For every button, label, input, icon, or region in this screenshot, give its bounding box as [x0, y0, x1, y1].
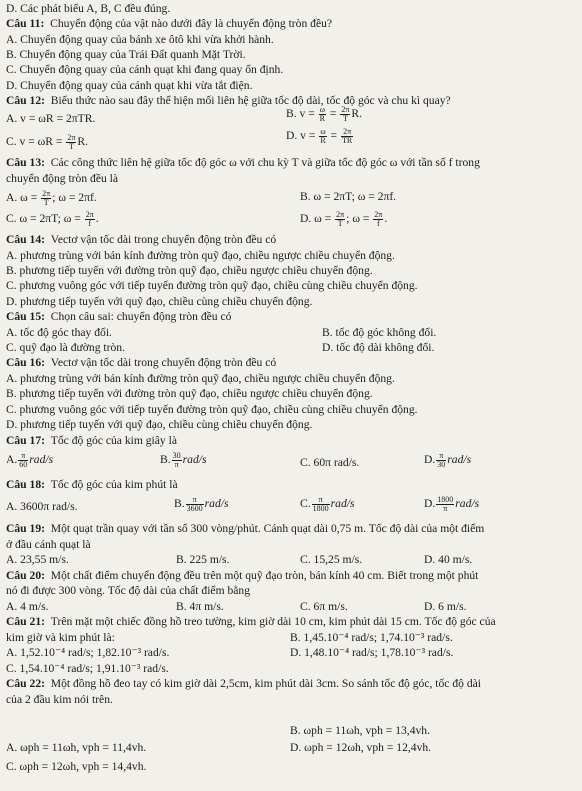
line-text: C. phương vuông góc với tiếp tuyến đường tròn quỹ đạo, chiều cùng chiều chuyển động. [6, 279, 418, 292]
q20-option-b: B. 4π m/s. [176, 600, 224, 613]
line-text: Vectơ vận tốc dài trong chuyển động tròn đều có [50, 233, 277, 246]
question-stem [6, 156, 578, 170]
fraction: $\frac{2\pi}{TR}$ [342, 127, 353, 145]
text-line [6, 403, 578, 417]
question-number: Câu 12: [6, 94, 45, 107]
line-text: D. phương tiếp tuyến với quỹ đạo, chiều cùng chiều chuyển động. [6, 295, 313, 308]
q17-option-a: A. $\frac{\pi}{60}$ rad/s [6, 451, 54, 469]
text-line [6, 372, 578, 386]
question-number: Câu 14: [6, 233, 45, 246]
text-line [6, 693, 578, 707]
q20-option-d: D. 6 m/s. [424, 600, 467, 613]
text-line [6, 172, 578, 186]
question-number: Câu 20: [6, 569, 45, 582]
line-text: Chọn câu sai: chuyển động tròn đều có [50, 310, 232, 323]
q15-option-c: C. quỹ đạo là đường tròn. [6, 341, 126, 354]
q13-option-a: A. ω = $\frac{2\pi}{T}$ ; ω = 2πf. [6, 189, 97, 207]
q15-option-a: A. tốc độ góc thay đổi. [6, 326, 112, 339]
q12-option-d: D. v = $\frac{\omega}{R}$ = $\frac{2\pi}{TR}$ [286, 127, 353, 145]
line-text: A. phương trùng với bán kính đường tròn quỹ đạo, chiều ngược chiều chuyển động. [6, 372, 395, 385]
line-text: B. phương tiếp tuyến với đường tròn quỹ đạo, chiều ngược chiều chuyển động. [6, 264, 373, 277]
q22-option-b: B. ωph = 11ωh, vph = 13,4vh. [290, 724, 430, 737]
q19-option-d: D. 40 m/s. [424, 553, 473, 566]
question-stem [6, 522, 578, 536]
question-number: Câu 22: [6, 677, 45, 690]
fraction: $\frac{2\pi}{f}$ [374, 210, 383, 228]
question-number: Câu 11: [6, 17, 45, 30]
text-line [6, 387, 578, 401]
text-line [6, 249, 578, 263]
question-stem [6, 17, 578, 31]
line-text: chuyển động tròn đều là [6, 172, 119, 185]
question-stem [6, 434, 578, 448]
text-line [6, 79, 578, 93]
line-text: A. Chuyển động quay của bánh xe ôtô khi vừa khởi hành. [6, 33, 274, 46]
fraction: $\frac{\pi}{30}$ [437, 451, 446, 469]
q13-option-c: C. ω = 2πT; ω = $\frac{2\pi}{f}$ . [6, 210, 99, 228]
line-text: Trên mặt một chiếc đồng hồ treo tường, kim giờ dài 10 cm, kim phút dài 15 cm. Tốc độ góc của [50, 615, 496, 628]
fraction: $\frac{\omega}{R}$ [319, 105, 326, 123]
text-line [6, 584, 578, 598]
question-stem [6, 677, 578, 691]
fraction: $\frac{2\pi}{f}$ [85, 210, 94, 228]
question-stem [6, 233, 578, 247]
q20-option-a: A. 4 m/s. [6, 600, 49, 613]
question-stem [6, 615, 578, 629]
line-text: B. phương tiếp tuyến với đường tròn quỹ đạo, chiều ngược chiều chuyển động. [6, 387, 373, 400]
fraction: $\frac{\pi}{1800}$ [312, 495, 329, 513]
q17-option-d: D. $\frac{\pi}{30}$ rad/s [424, 451, 472, 469]
line-text: kim giờ và kim phút là: [6, 631, 115, 644]
line-text: D. Chuyển động quay của cánh quạt khi vừa tắt điện. [6, 79, 253, 92]
q19-option-b: B. 225 m/s. [176, 553, 230, 566]
line-text: Một đồng hồ đeo tay có kim giờ dài 2,5cm, kim phút dài 3cm. So sánh tốc độ góc, tốc độ dài [50, 677, 481, 690]
text-line [6, 279, 578, 293]
q12-option-c: C. v = ωR = $\frac{2\pi}{T}$ R. [6, 133, 89, 151]
q22-option-a: A. ωph = 11ωh, vph = 11,4vh. [6, 741, 147, 754]
text-line [6, 295, 578, 309]
q18-option-d: D. $\frac{1800}{\pi}$ rad/s [424, 495, 480, 513]
line-text: của 2 đầu kim nói trên. [6, 693, 113, 706]
question-number: Câu 15: [6, 310, 45, 323]
fraction: $\frac{2\pi}{T}$ [336, 210, 345, 228]
fraction: $\frac{\omega}{R}$ [320, 127, 326, 145]
q21-option-b: B. 1,45.10⁻⁴ rad/s; 1,74.10⁻³ rad/s. [290, 631, 453, 644]
q19-option-c: C. 15,25 m/s. [300, 553, 363, 566]
line-text: ở đầu cánh quạt là [6, 538, 91, 551]
line-text: Một chất điểm chuyển động đều trên một quỹ đạo tròn, bán kính 40 cm. Biết trong một phút [50, 569, 479, 582]
q15-option-d: D. tốc độ dài không đổi. [322, 341, 435, 354]
q13-option-d: D. ω = $\frac{2\pi}{T}$ ; ω = $\frac{2\pi}{f}$ . [300, 210, 388, 228]
question-number: Câu 13: [6, 156, 45, 169]
line-text: Biểu thức nào sau đây thể hiện mối liên hệ giữa tốc độ dài, tốc độ góc và chu kì quay? [50, 94, 451, 107]
line-text: Chuyển động của vật nào dưới đây là chuyển động tròn đều? [50, 17, 333, 30]
question-number: Câu 16: [6, 356, 45, 369]
text-line [6, 48, 578, 62]
q15-option-b: B. tốc độ góc không đổi. [322, 326, 437, 339]
text-line [6, 538, 578, 552]
line-text: C. Chuyển động quay của cánh quạt khi đang quay ổn định. [6, 63, 284, 76]
question-stem [6, 569, 578, 583]
line-text: D. phương tiếp tuyến với quỹ đạo, chiều cùng chiều chuyển động. [6, 418, 313, 431]
fraction: $\frac{\pi}{3600}$ [186, 495, 203, 513]
line-text: Các công thức liên hệ giữa tốc độ góc ω với chu kỳ T và giữa tốc độ góc ω với tần số f trong [50, 156, 480, 169]
question-stem [6, 478, 578, 492]
fraction: $\frac{2\pi}{T}$ [42, 189, 51, 207]
question-stem [6, 356, 578, 370]
q18-option-b: B. $\frac{\pi}{3600}$ rad/s [174, 495, 229, 513]
line-text: Tốc độ góc của kim giây là [50, 434, 177, 447]
question-number: Câu 19: [6, 522, 45, 535]
line-text: B. Chuyển động quay của Trái Đất quanh Mặt Trời. [6, 48, 246, 61]
line-text: Một quạt trần quay với tần số 300 vòng/phút. Cánh quạt dài 0,75 m. Tốc độ dài của một điểm [50, 522, 485, 535]
question-number: Câu 17: [6, 434, 45, 447]
q13-option-b: B. ω = 2πT; ω = 2πf. [300, 190, 397, 203]
q18-option-c: C. $\frac{\pi}{1800}$ rad/s [300, 495, 355, 513]
fraction: $\frac{\pi}{60}$ [19, 451, 28, 469]
q19-option-a: A. 23,55 m/s. [6, 553, 69, 566]
text-line [6, 264, 578, 278]
text-line [6, 2, 578, 16]
question-stem [6, 310, 578, 324]
text-line [6, 33, 578, 47]
q20-option-c: C. 6π m/s. [300, 600, 348, 613]
q18-option-a: A. 3600π rad/s. [6, 500, 78, 513]
q21-option-d: D. 1,48.10⁻⁴ rad/s; 1,78.10⁻³ rad/s. [290, 646, 454, 659]
line-text: A. phương trùng với bán kính đường tròn quỹ đạo, chiều ngược chiều chuyển động. [6, 249, 395, 262]
fraction: $\frac{2\pi}{T}$ [67, 133, 76, 151]
question-number: Câu 21: [6, 615, 45, 628]
fraction: $\frac{2\pi}{T}$ [341, 105, 350, 123]
line-text: Vectơ vận tốc dài trong chuyển động tròn đều có [50, 356, 277, 369]
q21-option-a: A. 1,52.10⁻⁴ rad/s; 1,82.10⁻³ rad/s. [6, 646, 170, 659]
q12-option-b: B. v = $\frac{\omega}{R}$ = $\frac{2\pi}{T}$ R. [286, 105, 363, 123]
q12-option-a: A. v = ωR = 2πTR. [6, 112, 96, 125]
fraction: $\frac{30}{\pi}$ [172, 451, 181, 469]
text-line [6, 418, 578, 432]
text-line [6, 63, 578, 77]
q17-option-b: B. $\frac{30}{\pi}$ rad/s [160, 451, 207, 469]
q21-option-c: C. 1,54.10⁻⁴ rad/s; 1,91.10⁻³ rad/s. [6, 662, 169, 675]
q22-option-c: C. ωph = 12ωh, vph = 14,4vh. [6, 760, 147, 773]
fraction: $\frac{1800}{\pi}$ [437, 495, 454, 513]
question-number: Câu 18: [6, 478, 45, 491]
q22-option-d: D. ωph = 12ωh, vph = 12,4vh. [290, 741, 432, 754]
line-text: C. phương vuông góc với tiếp tuyến đường tròn quỹ đạo, chiều cùng chiều chuyển động. [6, 403, 418, 416]
line-text: nó đi được 300 vòng. Tốc độ dài của chất điểm bằng [6, 584, 251, 597]
q17-option-c: C. 60π rad/s. [300, 456, 360, 469]
line-text: D. Các phát biểu A, B, C đều đúng. [6, 2, 171, 15]
line-text: Tốc độ góc của kim phút là [50, 478, 178, 491]
